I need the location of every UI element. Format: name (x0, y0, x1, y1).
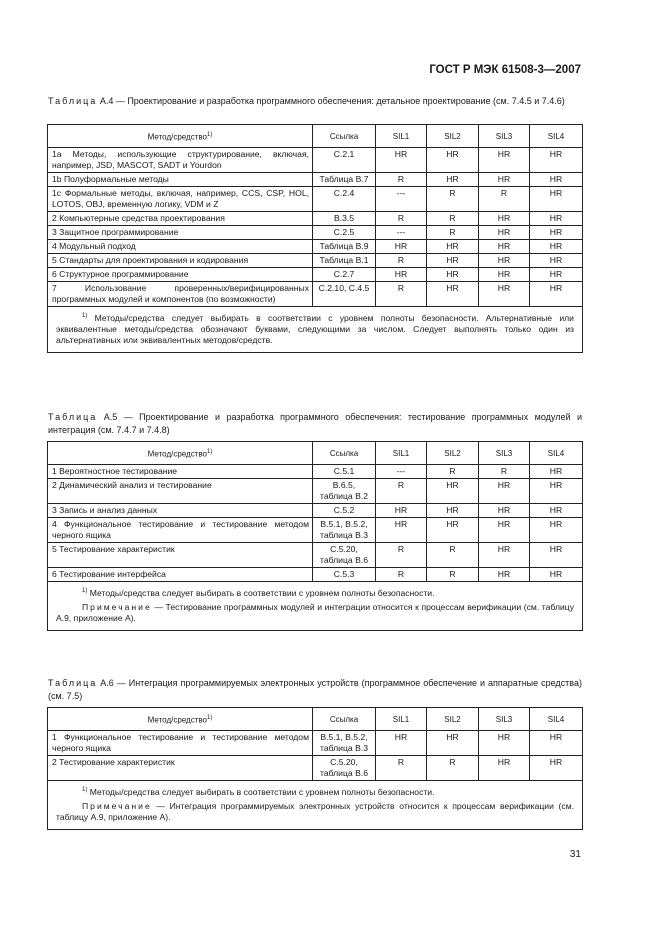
cell-sil4: HR (530, 148, 583, 173)
table-row (48, 240, 583, 254)
col-header-sil2: SIL2 (427, 125, 479, 148)
cell-ref: В.5.1, В.5.2, таблица В.3 (313, 518, 376, 543)
table-row (48, 268, 583, 282)
cell-ref: С.5.1 (313, 465, 376, 479)
cell-sil3: HR (479, 226, 530, 240)
table-row (48, 173, 583, 187)
cell-ref: С.2.7 (313, 268, 376, 282)
cell-sil3: HR (479, 254, 530, 268)
cell-ref: С.2.10, С.4.5 (313, 282, 376, 307)
col-header-method: Метод/средство$^{1)}$ (48, 708, 313, 731)
cell-sil3: HR (479, 212, 530, 226)
cell-sil1: R (376, 543, 427, 568)
col-header-sil4: SIL4 (530, 125, 583, 148)
table-row (48, 504, 583, 518)
col-header-sil2: SIL2 (427, 708, 479, 731)
table-a6 (47, 707, 583, 830)
table-footnote-cell (48, 781, 583, 830)
cell-sil4: HR (530, 254, 583, 268)
table-row (48, 479, 583, 504)
cell-sil1: R (376, 254, 427, 268)
col-header-ref: Ссылка (313, 442, 376, 465)
cell-sil2: R (427, 465, 479, 479)
cell-sil2: R (427, 212, 479, 226)
cell-ref: С.2.1 (313, 148, 376, 173)
cell-sil4: HR (530, 568, 583, 582)
cell-sil1: R (376, 173, 427, 187)
cell-ref: С.5.2 (313, 504, 376, 518)
cell-sil4: HR (530, 731, 583, 756)
cell-sil4: HR (530, 212, 583, 226)
col-header-sil2: SIL2 (427, 442, 479, 465)
cell-sil1: --- (376, 226, 427, 240)
cell-sil3: HR (479, 479, 530, 504)
table-note: Примечание — Тестирование программных модулей и интеграции относится к процессам верификации (см. таблицу А.9, приложение А). (56, 601, 574, 623)
cell-sil1: R (376, 479, 427, 504)
table-row (48, 756, 583, 781)
cell-sil2: R (427, 226, 479, 240)
col-header-sil1: SIL1 (376, 708, 427, 731)
cell-sil3: HR (479, 756, 530, 781)
cell-sil3: HR (479, 568, 530, 582)
cell-sil1: R (376, 212, 427, 226)
table-footnote-row (48, 582, 583, 631)
cell-ref: В.5.1, В.5.2, таблица В.3 (313, 731, 376, 756)
cell-method: 2 Компьютерные средства проектирования (48, 212, 313, 226)
table-a5 (47, 441, 583, 631)
cell-sil1: --- (376, 187, 427, 212)
cell-sil4: HR (530, 756, 583, 781)
table-row (48, 568, 583, 582)
cell-ref: С.5.3 (313, 568, 376, 582)
cell-sil1: HR (376, 518, 427, 543)
col-header-sil3: SIL3 (479, 125, 530, 148)
cell-sil1: HR (376, 240, 427, 254)
cell-method: 1c Формальные методы, включая, например, CCS, CSP, HOL, LOTOS, OBJ, временную логику, VDM и Z (48, 187, 313, 212)
col-header-ref: Ссылка (313, 708, 376, 731)
cell-sil2: HR (427, 479, 479, 504)
document-header: ГОСТ Р МЭК 61508-3—2007 (429, 64, 581, 76)
cell-sil3: HR (479, 731, 530, 756)
cell-method: 6 Структурное программирование (48, 268, 313, 282)
cell-ref: С.2.5 (313, 226, 376, 240)
cell-ref: С.5.20, таблица В.6 (313, 756, 376, 781)
table-footnote-row (48, 781, 583, 830)
table-footnote-row (48, 307, 583, 353)
cell-method: 5 Стандарты для проектирования и кодирования (48, 254, 313, 268)
table-a4 (47, 124, 583, 353)
col-header-sil4: SIL4 (530, 442, 583, 465)
cell-sil3: R (479, 187, 530, 212)
col-header-method: Метод/средство$^{1)}$ (48, 442, 313, 465)
table-footnote-cell (48, 307, 583, 353)
table-row (48, 226, 583, 240)
cell-sil3: HR (479, 268, 530, 282)
table-header-row (48, 442, 583, 465)
col-header-sil3: SIL3 (479, 442, 530, 465)
cell-method: 1 Вероятностное тестирование (48, 465, 313, 479)
cell-method: 4 Функциональное тестирование и тестирование методом черного ящика (48, 518, 313, 543)
table-header-row (48, 125, 583, 148)
table-a5-caption: Таблица A.5 — Проектирование и разработка программного обеспечения: тестирование программных модулей и интеграция (см. 7.4.7 и 7.4.8) (48, 412, 582, 435)
cell-method: 1 Функциональное тестирование и тестирование методом черного ящика (48, 731, 313, 756)
cell-sil1: R (376, 756, 427, 781)
cell-sil2: HR (427, 504, 479, 518)
cell-sil3: R (479, 465, 530, 479)
table-row (48, 148, 583, 173)
table-row (48, 254, 583, 268)
table-row (48, 282, 583, 307)
cell-sil4: HR (530, 240, 583, 254)
cell-sil4: HR (530, 504, 583, 518)
cell-sil2: R (427, 543, 479, 568)
col-header-sil4: SIL4 (530, 708, 583, 731)
cell-sil4: HR (530, 226, 583, 240)
cell-sil4: HR (530, 465, 583, 479)
table-header-row (48, 708, 583, 731)
cell-method: 3 Защитное программирование (48, 226, 313, 240)
cell-method: 5 Тестирование характеристик (48, 543, 313, 568)
cell-sil3: HR (479, 173, 530, 187)
cell-sil3: HR (479, 543, 530, 568)
cell-ref: С.5.20, таблица В.6 (313, 543, 376, 568)
cell-ref: Таблица В.9 (313, 240, 376, 254)
table-row (48, 187, 583, 212)
cell-sil2: R (427, 568, 479, 582)
cell-method: 4 Модульный подход (48, 240, 313, 254)
cell-sil4: HR (530, 187, 583, 212)
cell-method: 6 Тестирование интерфейса (48, 568, 313, 582)
cell-method: 2 Тестирование характеристик (48, 756, 313, 781)
page-number: 31 (569, 849, 581, 860)
cell-ref: В.6.5, таблица В.2 (313, 479, 376, 504)
cell-sil3: HR (479, 504, 530, 518)
cell-sil2: HR (427, 240, 479, 254)
cell-sil2: HR (427, 282, 479, 307)
cell-sil1: R (376, 282, 427, 307)
cell-sil2: HR (427, 148, 479, 173)
cell-sil3: HR (479, 148, 530, 173)
cell-sil4: HR (530, 543, 583, 568)
cell-method: 7 Использование проверенных/верифицированных программных модулей и компонентов (по возможности) (48, 282, 313, 307)
cell-ref: В.3.5 (313, 212, 376, 226)
col-header-sil1: SIL1 (376, 125, 427, 148)
cell-sil4: HR (530, 268, 583, 282)
cell-sil4: HR (530, 282, 583, 307)
cell-sil4: HR (530, 518, 583, 543)
cell-method: 1a Методы, использующие структурирование, включая, например, JSD, MASCOT, SADT и Yourdon (48, 148, 313, 173)
cell-sil2: R (427, 756, 479, 781)
table-row (48, 731, 583, 756)
cell-sil4: HR (530, 479, 583, 504)
cell-sil3: HR (479, 240, 530, 254)
col-header-method: Метод/средство$^{1)}$ (48, 125, 313, 148)
col-header-ref: Ссылка (313, 125, 376, 148)
col-header-sil1: SIL1 (376, 442, 427, 465)
cell-ref: С.2.4 (313, 187, 376, 212)
cell-sil1: --- (376, 465, 427, 479)
col-header-sil3: SIL3 (479, 708, 530, 731)
cell-sil1: R (376, 568, 427, 582)
cell-method: 3 Запись и анализ данных (48, 504, 313, 518)
cell-sil4: HR (530, 173, 583, 187)
cell-method: 1b Полуформальные методы (48, 173, 313, 187)
cell-sil2: HR (427, 518, 479, 543)
table-footnote-cell (48, 582, 583, 631)
cell-ref: Таблица В.1 (313, 254, 376, 268)
cell-sil2: HR (427, 268, 479, 282)
cell-sil1: HR (376, 268, 427, 282)
cell-ref: Таблица В.7 (313, 173, 376, 187)
cell-sil2: HR (427, 731, 479, 756)
cell-sil2: HR (427, 254, 479, 268)
table-a6-caption: Таблица A.6 — Интеграция программируемых электронных устройств (программное обеспечение и аппаратные средства) (см. 7.5) (48, 678, 582, 701)
cell-sil1: HR (376, 731, 427, 756)
table-footnote: $^{1)}$ Методы/средства следует выбирать в соответствии с уровнем полноты безопасности. (82, 786, 435, 797)
table-row (48, 518, 583, 543)
table-row (48, 465, 583, 479)
cell-sil1: HR (376, 148, 427, 173)
cell-method: 2 Динамический анализ и тестирование (48, 479, 313, 504)
table-footnote: $^{1)}$ Методы/средства следует выбирать в соответствии с уровнем полноты безопасности. Альтернативные или эквивалентные методы/средства обозначают буквами, следующими за числом. Следует выполнять только один из альтернативных или эквивалентных методов/средств. (56, 312, 574, 345)
cell-sil1: HR (376, 504, 427, 518)
cell-sil3: HR (479, 518, 530, 543)
cell-sil2: HR (427, 173, 479, 187)
table-a4-caption: Таблица A.4 — Проектирование и разработка программного обеспечения: детальное проектирование (см. 7.4.5 и 7.4.6) (48, 96, 565, 106)
cell-sil3: HR (479, 282, 530, 307)
table-footnote: $^{1)}$ Методы/средства следует выбирать в соответствии с уровнем полноты безопасности. (82, 587, 435, 598)
table-row (48, 212, 583, 226)
table-note: Примечание — Интеграция программируемых электронных устройств относится к процессам верификации (см. таблицу А.9, приложение А). (56, 800, 574, 822)
table-row (48, 543, 583, 568)
cell-sil2: R (427, 187, 479, 212)
